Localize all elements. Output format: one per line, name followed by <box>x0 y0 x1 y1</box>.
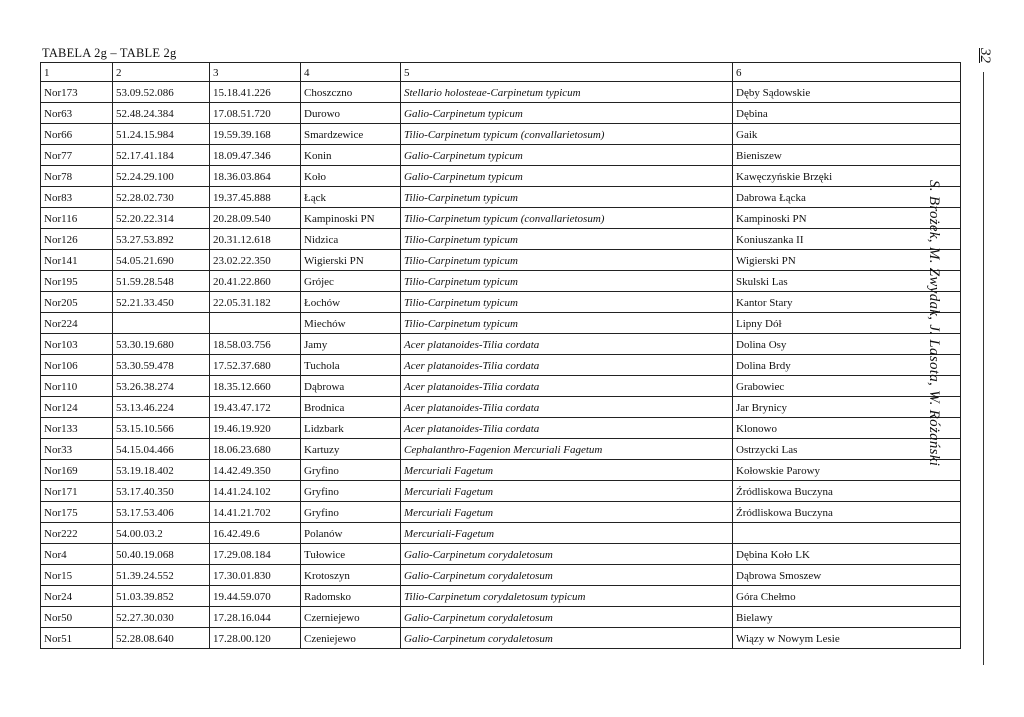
association-cell: Acer platanoides-Tilia cordata <box>401 334 733 355</box>
table-row <box>41 607 961 628</box>
table-row <box>41 250 961 271</box>
margin-rule <box>983 72 984 665</box>
association-cell: Tilio-Carpinetum typicum <box>401 271 733 292</box>
table-caption: TABELA 2g – TABLE 2g <box>42 46 177 60</box>
table-row <box>41 418 961 439</box>
site-name-cell: Źródliskowa Buczyna <box>733 502 961 523</box>
site-name-cell: Dąbrowa Smoszew <box>733 565 961 586</box>
plot-id-cell: Nor173 <box>41 82 113 103</box>
latitude-cell: 53.27.53.892 <box>113 229 210 250</box>
site-name-cell: Wiązy w Nowym Lesie <box>733 628 961 649</box>
association-cell: Acer platanoides-Tilia cordata <box>401 418 733 439</box>
plot-id-cell: Nor171 <box>41 481 113 502</box>
latitude-cell: 52.17.41.184 <box>113 145 210 166</box>
column-header: 5 <box>401 63 733 82</box>
association-cell: Tilio-Carpinetum typicum <box>401 313 733 334</box>
plot-id-cell: Nor33 <box>41 439 113 460</box>
site-name-cell: Dolina Osy <box>733 334 961 355</box>
latitude-cell: 54.00.03.2 <box>113 523 210 544</box>
association-cell: Acer platanoides-Tilia cordata <box>401 397 733 418</box>
longitude-cell: 18.36.03.864 <box>210 166 301 187</box>
association-cell: Tilio-Carpinetum typicum (convallarietosum) <box>401 208 733 229</box>
site-name-cell <box>733 523 961 544</box>
association-cell: Tilio-Carpinetum typicum <box>401 187 733 208</box>
site-name-cell: Dęby Sądowskie <box>733 82 961 103</box>
plot-id-cell: Nor50 <box>41 607 113 628</box>
plot-id-cell: Nor83 <box>41 187 113 208</box>
site-name-cell: Lipny Dół <box>733 313 961 334</box>
longitude-cell: 19.43.47.172 <box>210 397 301 418</box>
plot-id-cell: Nor175 <box>41 502 113 523</box>
column-header: 4 <box>301 63 401 82</box>
table-row <box>41 145 961 166</box>
table-row <box>41 313 961 334</box>
table-row <box>41 355 961 376</box>
plot-id-cell: Nor15 <box>41 565 113 586</box>
plot-id-cell: Nor110 <box>41 376 113 397</box>
latitude-cell: 53.26.38.274 <box>113 376 210 397</box>
site-name-cell: Koniuszanka II <box>733 229 961 250</box>
plot-id-cell: Nor77 <box>41 145 113 166</box>
site-name-cell: Góra Chełmo <box>733 586 961 607</box>
plot-id-cell: Nor103 <box>41 334 113 355</box>
plot-id-cell: Nor126 <box>41 229 113 250</box>
longitude-cell: 19.46.19.920 <box>210 418 301 439</box>
association-cell: Galio-Carpinetum corydaletosum <box>401 565 733 586</box>
latitude-cell: 52.27.30.030 <box>113 607 210 628</box>
longitude-cell: 19.59.39.168 <box>210 124 301 145</box>
latitude-cell: 52.28.08.640 <box>113 628 210 649</box>
column-header: 1 <box>41 63 113 82</box>
latitude-cell <box>113 313 210 334</box>
table-row <box>41 229 961 250</box>
table-row <box>41 523 961 544</box>
latitude-cell: 52.21.33.450 <box>113 292 210 313</box>
table-header-row <box>41 63 961 82</box>
association-cell: Galio-Carpinetum corydaletosum <box>401 607 733 628</box>
association-cell: Acer platanoides-Tilia cordata <box>401 376 733 397</box>
association-cell: Mercuriali Fagetum <box>401 481 733 502</box>
table-row <box>41 271 961 292</box>
site-name-cell: Skulski Las <box>733 271 961 292</box>
site-name-cell: Grabowiec <box>733 376 961 397</box>
association-cell: Tilio-Carpinetum typicum <box>401 229 733 250</box>
longitude-cell: 16.42.49.6 <box>210 523 301 544</box>
longitude-cell: 19.44.59.070 <box>210 586 301 607</box>
latitude-cell: 52.24.29.100 <box>113 166 210 187</box>
column-header: 6 <box>733 63 961 82</box>
locality-cell: Czerniejewo <box>301 607 401 628</box>
association-cell: Galio-Carpinetum typicum <box>401 166 733 187</box>
table-row <box>41 208 961 229</box>
plot-id-cell: Nor205 <box>41 292 113 313</box>
longitude-cell: 17.08.51.720 <box>210 103 301 124</box>
longitude-cell: 14.41.24.102 <box>210 481 301 502</box>
latitude-cell: 52.20.22.314 <box>113 208 210 229</box>
locality-cell: Tułowice <box>301 544 401 565</box>
table-row <box>41 502 961 523</box>
locality-cell: Radomsko <box>301 586 401 607</box>
longitude-cell: 17.28.00.120 <box>210 628 301 649</box>
longitude-cell: 18.35.12.660 <box>210 376 301 397</box>
plot-id-cell: Nor116 <box>41 208 113 229</box>
locality-cell: Jamy <box>301 334 401 355</box>
locality-cell: Koło <box>301 166 401 187</box>
latitude-cell: 53.09.52.086 <box>113 82 210 103</box>
association-cell: Cephalanthro-Fagenion Mercuriali Fagetum <box>401 439 733 460</box>
locality-cell: Kartuzy <box>301 439 401 460</box>
locality-cell: Łochów <box>301 292 401 313</box>
association-cell: Mercuriali Fagetum <box>401 460 733 481</box>
table-row <box>41 187 961 208</box>
site-name-cell: Dębina <box>733 103 961 124</box>
locality-cell: Wigierski PN <box>301 250 401 271</box>
locality-cell: Gryfino <box>301 502 401 523</box>
longitude-cell: 18.06.23.680 <box>210 439 301 460</box>
plot-id-cell: Nor4 <box>41 544 113 565</box>
longitude-cell: 20.31.12.618 <box>210 229 301 250</box>
association-cell: Galio-Carpinetum corydaletosum <box>401 544 733 565</box>
association-cell: Mercuriali Fagetum <box>401 502 733 523</box>
association-cell: Tilio-Carpinetum typicum (convallarietosum) <box>401 124 733 145</box>
latitude-cell: 53.13.46.224 <box>113 397 210 418</box>
plot-id-cell: Nor222 <box>41 523 113 544</box>
table-body <box>41 82 961 649</box>
longitude-cell: 18.58.03.756 <box>210 334 301 355</box>
locality-cell: Krotoszyn <box>301 565 401 586</box>
plot-id-cell: Nor66 <box>41 124 113 145</box>
locality-cell: Grójec <box>301 271 401 292</box>
site-name-cell: Źródliskowa Buczyna <box>733 481 961 502</box>
association-cell: Tilio-Carpinetum corydaletosum typicum <box>401 586 733 607</box>
longitude-cell: 14.42.49.350 <box>210 460 301 481</box>
site-name-cell: Bielawy <box>733 607 961 628</box>
plot-id-cell: Nor51 <box>41 628 113 649</box>
site-name-cell: Klonowo <box>733 418 961 439</box>
longitude-cell: 19.37.45.888 <box>210 187 301 208</box>
association-cell: Acer platanoides-Tilia cordata <box>401 355 733 376</box>
longitude-cell: 15.18.41.226 <box>210 82 301 103</box>
table-row <box>41 586 961 607</box>
table-row <box>41 397 961 418</box>
plot-id-cell: Nor78 <box>41 166 113 187</box>
longitude-cell: 20.28.09.540 <box>210 208 301 229</box>
table-row <box>41 334 961 355</box>
association-cell: Mercuriali-Fagetum <box>401 523 733 544</box>
locality-cell: Gryfino <box>301 481 401 502</box>
locality-cell: Smardzewice <box>301 124 401 145</box>
table-row <box>41 544 961 565</box>
table-row <box>41 82 961 103</box>
longitude-cell: 14.41.21.702 <box>210 502 301 523</box>
locality-cell: Polanów <box>301 523 401 544</box>
longitude-cell: 23.02.22.350 <box>210 250 301 271</box>
table-row <box>41 376 961 397</box>
latitude-cell: 51.24.15.984 <box>113 124 210 145</box>
site-name-cell: Gaik <box>733 124 961 145</box>
longitude-cell: 17.28.16.044 <box>210 607 301 628</box>
site-name-cell: Dębina Koło LK <box>733 544 961 565</box>
plot-id-cell: Nor63 <box>41 103 113 124</box>
page-number: 32 <box>977 48 993 63</box>
locality-cell: Kampinoski PN <box>301 208 401 229</box>
latitude-cell: 53.15.10.566 <box>113 418 210 439</box>
plot-id-cell: Nor195 <box>41 271 113 292</box>
longitude-cell: 17.30.01.830 <box>210 565 301 586</box>
latitude-cell: 54.15.04.466 <box>113 439 210 460</box>
association-cell: Galio-Carpinetum typicum <box>401 103 733 124</box>
plot-id-cell: Nor106 <box>41 355 113 376</box>
locality-cell: Lidzbark <box>301 418 401 439</box>
table-row <box>41 292 961 313</box>
locality-cell: Nidzica <box>301 229 401 250</box>
site-name-cell: Kantor Stary <box>733 292 961 313</box>
association-cell: Stellario holosteae-Carpinetum typicum <box>401 82 733 103</box>
table-row <box>41 124 961 145</box>
locality-cell: Brodnica <box>301 397 401 418</box>
latitude-cell: 53.17.53.406 <box>113 502 210 523</box>
locality-cell: Durowo <box>301 103 401 124</box>
locality-cell: Łąck <box>301 187 401 208</box>
latitude-cell: 51.39.24.552 <box>113 565 210 586</box>
latitude-cell: 52.28.02.730 <box>113 187 210 208</box>
longitude-cell <box>210 313 301 334</box>
latitude-cell: 53.19.18.402 <box>113 460 210 481</box>
locality-cell: Konin <box>301 145 401 166</box>
site-name-cell: Ostrzycki Las <box>733 439 961 460</box>
locality-cell: Gryfino <box>301 460 401 481</box>
latitude-cell: 51.59.28.548 <box>113 271 210 292</box>
association-cell: Galio-Carpinetum corydaletosum <box>401 628 733 649</box>
latitude-cell: 51.03.39.852 <box>113 586 210 607</box>
table-row <box>41 565 961 586</box>
plot-id-cell: Nor224 <box>41 313 113 334</box>
column-header: 2 <box>113 63 210 82</box>
table-row <box>41 439 961 460</box>
site-name-cell: Jar Brynicy <box>733 397 961 418</box>
table-row <box>41 166 961 187</box>
plot-id-cell: Nor24 <box>41 586 113 607</box>
longitude-cell: 18.09.47.346 <box>210 145 301 166</box>
latitude-cell: 52.48.24.384 <box>113 103 210 124</box>
association-cell: Galio-Carpinetum typicum <box>401 145 733 166</box>
longitude-cell: 20.41.22.860 <box>210 271 301 292</box>
longitude-cell: 17.52.37.680 <box>210 355 301 376</box>
table-row <box>41 460 961 481</box>
site-name-cell: Dolina Brdy <box>733 355 961 376</box>
latitude-cell: 53.30.59.478 <box>113 355 210 376</box>
plot-id-cell: Nor133 <box>41 418 113 439</box>
plot-id-cell: Nor169 <box>41 460 113 481</box>
site-name-cell: Kampinoski PN <box>733 208 961 229</box>
site-name-cell: Kołowskie Parowy <box>733 460 961 481</box>
site-name-cell: Wigierski PN <box>733 250 961 271</box>
latitude-cell: 50.40.19.068 <box>113 544 210 565</box>
longitude-cell: 17.29.08.184 <box>210 544 301 565</box>
locality-cell: Miechów <box>301 313 401 334</box>
site-name-cell: Kawęczyńskie Brzęki <box>733 166 961 187</box>
locality-cell: Dąbrowa <box>301 376 401 397</box>
locality-cell: Czeniejewo <box>301 628 401 649</box>
site-name-cell: Bieniszew <box>733 145 961 166</box>
plot-id-cell: Nor141 <box>41 250 113 271</box>
latitude-cell: 54.05.21.690 <box>113 250 210 271</box>
site-name-cell: Dabrowa Łącka <box>733 187 961 208</box>
table-row <box>41 481 961 502</box>
longitude-cell: 22.05.31.182 <box>210 292 301 313</box>
association-cell: Tilio-Carpinetum typicum <box>401 292 733 313</box>
table-row <box>41 628 961 649</box>
column-header: 3 <box>210 63 301 82</box>
locality-cell: Choszczno <box>301 82 401 103</box>
table-row <box>41 103 961 124</box>
latitude-cell: 53.17.40.350 <box>113 481 210 502</box>
plot-id-cell: Nor124 <box>41 397 113 418</box>
data-table <box>40 62 961 649</box>
locality-cell: Tuchola <box>301 355 401 376</box>
association-cell: Tilio-Carpinetum typicum <box>401 250 733 271</box>
latitude-cell: 53.30.19.680 <box>113 334 210 355</box>
running-header-authors: S. Brożek, M. Zwydak, J. Lasota, W. Różański <box>926 180 942 467</box>
